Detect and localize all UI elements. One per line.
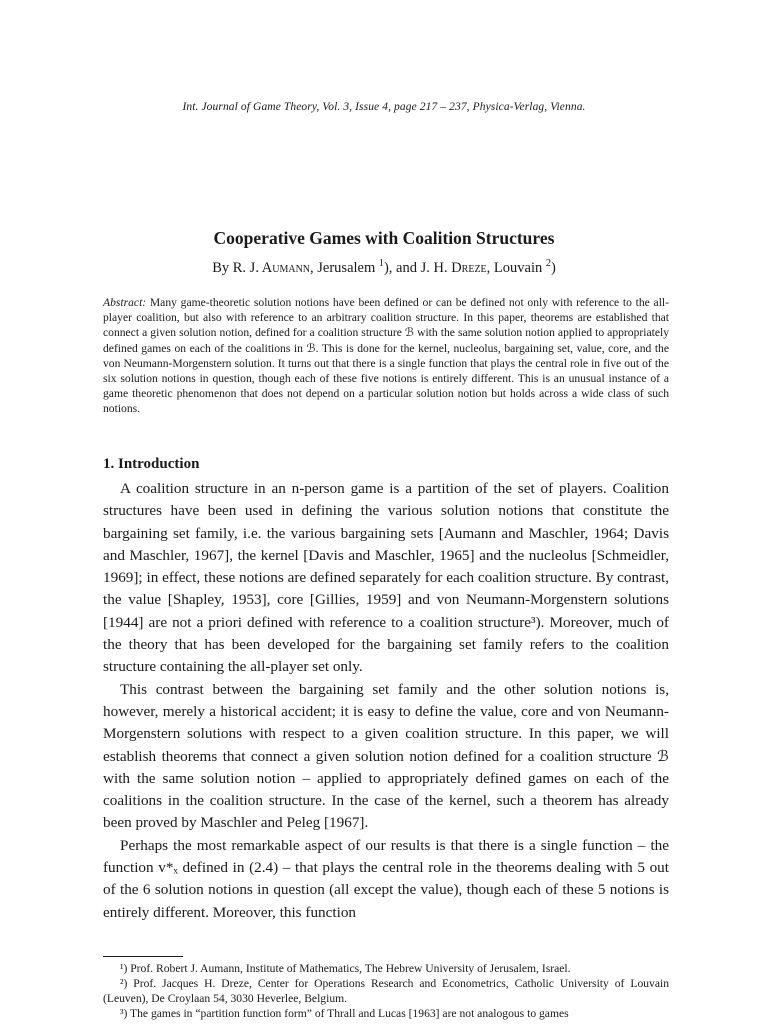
abstract [103, 295, 669, 417]
footnote-2: ²) Prof. Jacques H. Dreze, Center for Operations Research and Econometrics, Catholic University of Louvain (Leuven), De Croylaan 54, 3030 Heverlee, Belgium. [103, 977, 669, 1005]
author-line [0, 260, 768, 277]
journal-citation: Int. Journal of Game Theory, Vol. 3, Issue 4, page 217 – 237, Physica-Verlag, Vienna. [182, 101, 586, 113]
author-join: ), and [383, 260, 421, 276]
paragraph-2: This contrast between the bargaining set family and the other solution notions is, however, merely a historical accident; it is easy to define the value, core and von Neumann-Morgenstern solutions with respect to a given coalition structure. In this paper, we will establish theorems that connect a given solution notion defined for a coalition structure ℬ with the same solution notion – applied to appropriately defined games on each of the coalitions in the coalition structure. In the case of the kernel, such a theorem has already been proved by Maschler and Peleg [1967]. [103, 680, 669, 832]
footnote-mark-1: 1 [378, 258, 384, 270]
author-2-place: , Louvain [486, 260, 546, 276]
footnote-3: ³) The games in “partition function form” of Thrall and Lucas [1963] are not analogous to games [120, 1007, 569, 1020]
author-1-name: R. J. Aumann [232, 260, 311, 276]
footnote-divider [103, 956, 183, 957]
paragraph-1: A coalition structure in an n-person game is a partition of the set of players. Coalition structures have been used in defining the various solution notions that constitute the bargaining set family, i.e. the various bargaining sets [Aumann and Maschler, 1964; Davis and Maschler, 1967], the kernel [Davis and Maschler, 1965] and the nucleolus [Schmeidler, 1969]; in effect, these notions are defined separately for each coalition structure. By contrast, the value [Shapley, 1953], core [Gillies, 1959] and von Neumann-Morgenstern solutions [1944] are not a priori defined with reference to a coalition structure³). Moreover, much of the theory that has been developed for the bargaining set family refers to the coalition structure containing the all-player set only. [103, 480, 669, 676]
paper-title: Cooperative Games with Coalition Structures [213, 228, 555, 248]
author-2-name: J. H. Dreze [420, 260, 487, 276]
footnote-1: ¹) Prof. Robert J. Aumann, Institute of Mathematics, The Hebrew University of Jerusalem, Israel. [120, 962, 571, 975]
author-end: ) [550, 260, 556, 276]
byline-prefix: By [212, 260, 233, 276]
abstract-text: Many game-theoretic solution notions have been defined or can be defined not only with reference to the all-player coalition, but also with reference to an arbitrary coalition structure. In this paper, theorems are established that connect a given solution notion, defined for a coalition structure ℬ with the same solution notion applied to appropriately defined games on each of the coalitions in ℬ. This is done for the kernel, nucleolus, bargaining set, value, core, and the von Neumann-Morgenstern solution. It turns out that there is a single function that plays the central role in five out of the six solution notions in question, though each of these five notions is entirely different. This is an unusual instance of a game theoretic phenomenon that does not depend on a particular solution notion but holds across a wide class of such notions. [103, 296, 669, 416]
author-1-place: , Jerusalem [310, 260, 379, 276]
paragraph-3: Perhaps the most remarkable aspect of our results is that there is a single function – the function v*ₓ defined in (2.4) – that plays the central role in the theorems dealing with 5 out of the 6 solution notions in question (all except the value), though each of these 5 notions is entirely different. Moreover, this function [103, 836, 669, 921]
section-heading: 1. Introduction [103, 456, 200, 472]
footnotes [103, 961, 669, 1021]
footnote-mark-2: 2 [545, 258, 551, 270]
abstract-label: Abstract: [103, 296, 147, 309]
section-body [103, 478, 669, 924]
